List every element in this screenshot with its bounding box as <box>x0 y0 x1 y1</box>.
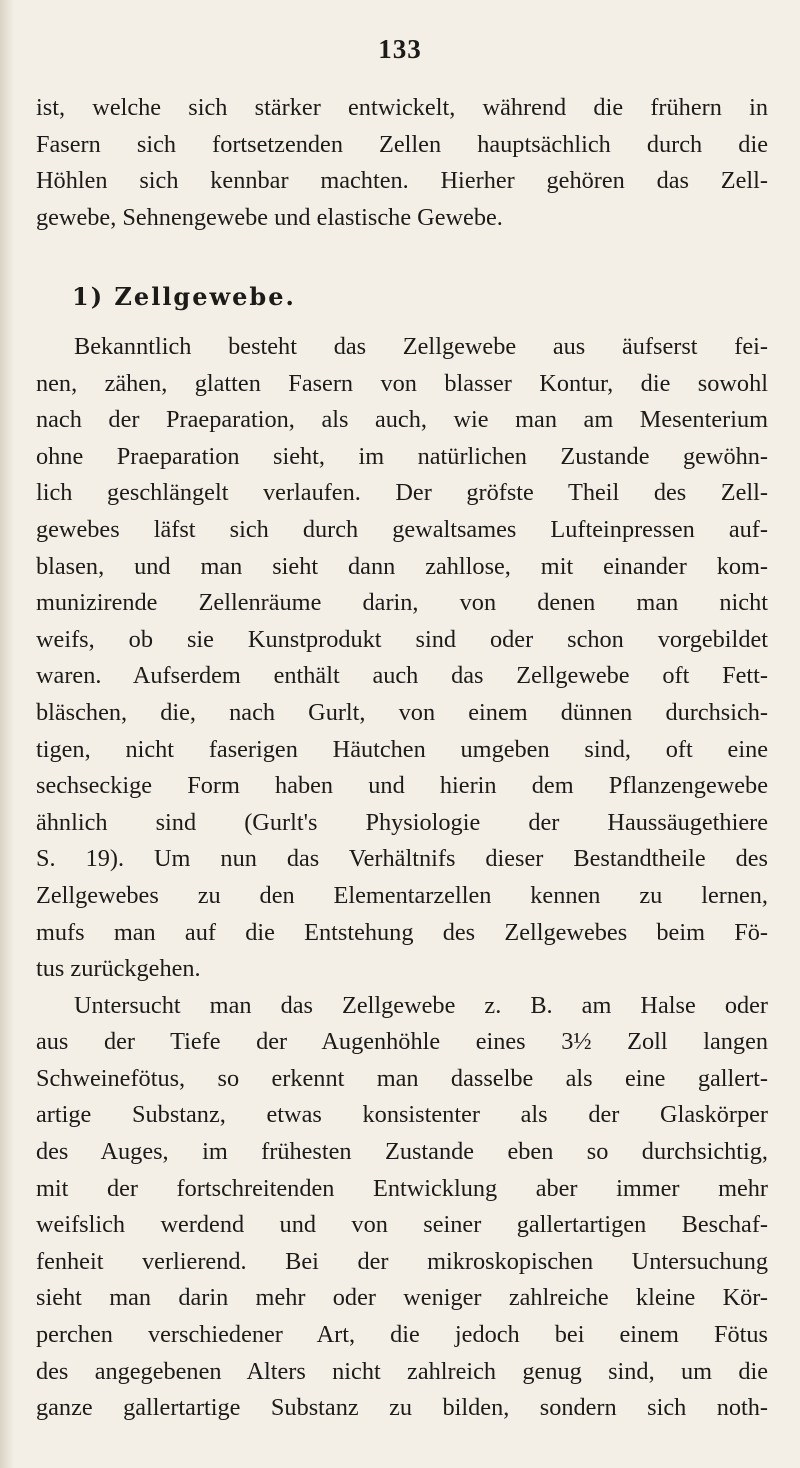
text-line: bläschen, die, nach Gurlt, von einem dünnen durchsich- <box>36 698 768 726</box>
text-line: weifs, ob sie Kunstprodukt sind oder schon vorgebildet <box>36 625 768 653</box>
text-line: gewebe, Sehnengewebe und elastische Gewebe. <box>36 203 503 231</box>
text-line: S. 19). Um nun das Verhältnifs dieser Bestandtheile des <box>36 845 768 873</box>
section-heading: 1) Zellgewebe. <box>72 282 296 311</box>
page-number: 133 <box>378 34 422 64</box>
text-line: des angegebenen Alters nicht zahlreich genug sind, um die <box>36 1357 768 1385</box>
text-line: ohne Praeparation sieht, im natürlichen Zustande gewöhn- <box>36 442 768 470</box>
text-line: sieht man darin mehr oder weniger zahlreiche kleine Kör- <box>36 1284 768 1312</box>
page-edge-shadow <box>0 0 14 1468</box>
text-line: Untersucht man das Zellgewebe z. B. am Halse oder <box>74 991 768 1019</box>
text-line: nen, zähen, glatten Fasern von blasser Kontur, die sowohl <box>36 369 768 397</box>
text-line: nach der Praeparation, als auch, wie man am Mesenterium <box>36 406 768 434</box>
text-line: artige Substanz, etwas konsistenter als der Glaskörper <box>36 1101 768 1129</box>
text-line: weifslich werdend und von seiner gallertartigen Beschaf- <box>36 1211 768 1239</box>
text-line: perchen verschiedener Art, die jedoch bei einem Fötus <box>36 1321 768 1349</box>
text-line: Fasern sich fortsetzenden Zellen hauptsächlich durch die <box>36 130 768 158</box>
text-line: ist, welche sich stärker entwickelt, während die frühern in <box>36 94 768 121</box>
paragraph-1 <box>36 90 768 236</box>
text-line: des Auges, im frühesten Zustande eben so durchsichtig, <box>36 1138 768 1166</box>
text-line: ähnlich sind (Gurlt's Physiologie der Haussäugethiere <box>36 808 768 836</box>
text-line: sechseckige Form haben und hierin dem Pflanzengewebe <box>36 772 768 800</box>
text-line: fenheit verlierend. Bei der mikroskopischen Untersuchung <box>36 1247 768 1275</box>
text-line: tus zurückgehen. <box>36 955 201 983</box>
paragraph-2 <box>36 329 768 1427</box>
text-line: tigen, nicht faserigen Häutchen umgeben sind, oft eine <box>36 735 768 763</box>
text-line: Höhlen sich kennbar machten. Hierher gehören das Zell- <box>36 167 768 195</box>
text-line: waren. Aufserdem enthält auch das Zellgewebe oft Fett- <box>36 662 768 690</box>
text-line: Bekanntlich besteht das Zellgewebe aus äufserst fei- <box>74 333 768 360</box>
text-line: Schweinefötus, so erkennt man dasselbe als eine gallert- <box>36 1064 768 1092</box>
text-line: munizirende Zellenräume darin, von denen man nicht <box>36 589 768 617</box>
text-line: lich geschlängelt verlaufen. Der gröfste Theil des Zell- <box>36 479 768 507</box>
text-line: blasen, und man sieht dann zahllose, mit einander kom- <box>36 552 768 580</box>
text-line: Zellgewebes zu den Elementarzellen kennen zu lernen, <box>36 881 768 909</box>
text-line: ganze gallertartige Substanz zu bilden, sondern sich noth- <box>36 1394 768 1422</box>
text-line: gewebes läfst sich durch gewaltsames Lufteinpressen auf- <box>36 515 768 543</box>
text-line: mufs man auf die Entstehung des Zellgewebes beim Fö- <box>36 918 768 946</box>
text-line: mit der fortschreitenden Entwicklung aber immer mehr <box>36 1174 768 1202</box>
text-line: aus der Tiefe der Augenhöhle eines 3½ Zoll langen <box>36 1028 768 1056</box>
